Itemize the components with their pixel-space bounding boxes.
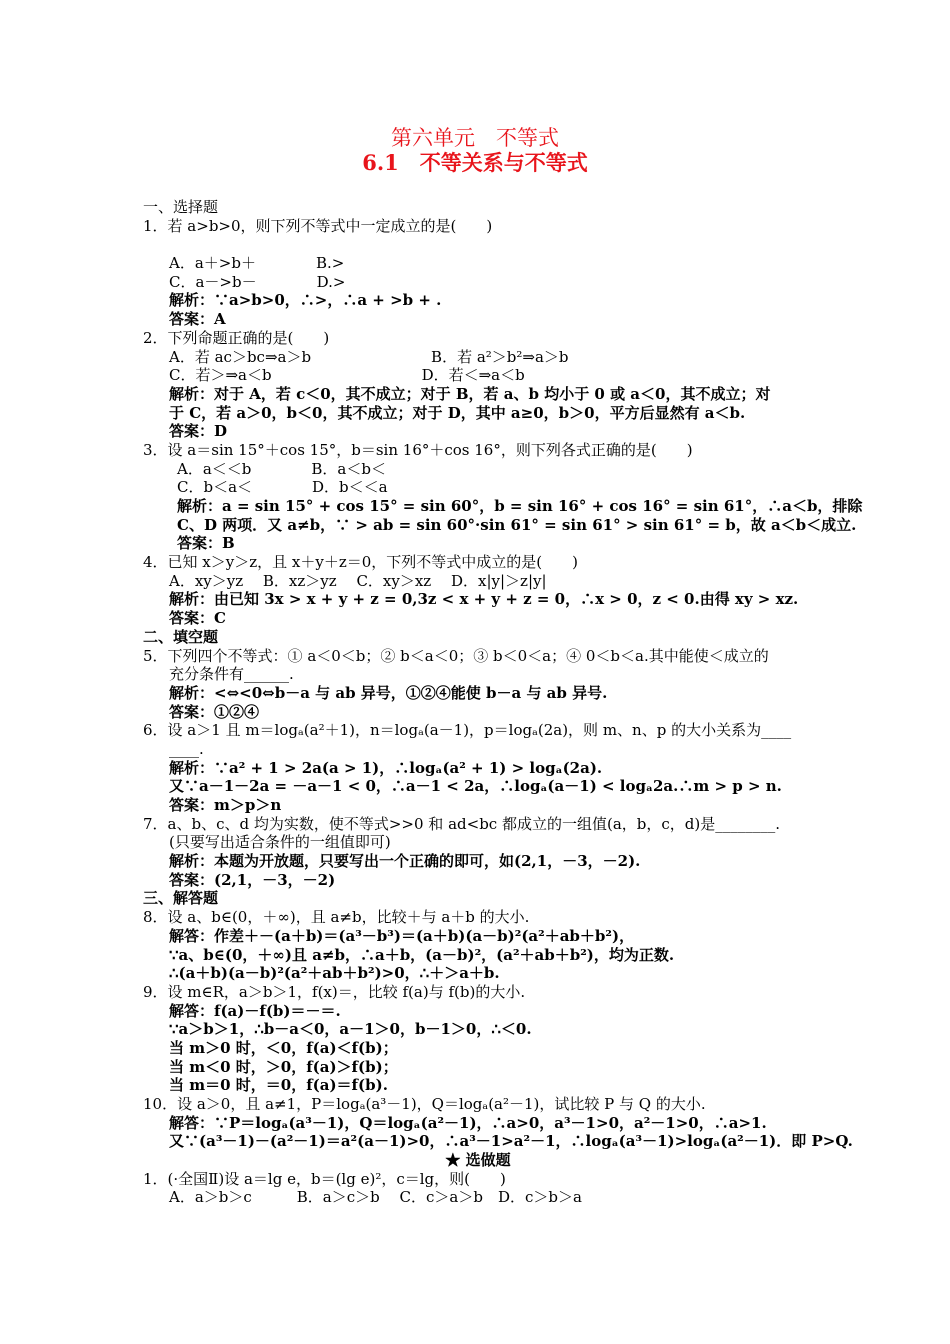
answer-line: 又∵a－1－2a = －a－1 < 0，∴a－1 < 2a，∴logₐ(a－1) < logₐ2a.∴m > p > n. [169, 777, 782, 796]
option-line: A．a＋>b＋ B.> [169, 254, 345, 273]
question-line: 9．设 m∈R，a＞b＞1，f(x)＝，比较 f(a)与 f(b)的大小. [143, 982, 526, 1001]
document-body [143, 198, 863, 1207]
answer-line: 当 m＞0 时，＜0，f(a)＜f(b)； [169, 1038, 398, 1057]
answer-line: 于 C，若 a＞0，b＜0，其不成立；对于 D，其中 a≥0，b＞0，平方后显然有 a＜b. [169, 403, 746, 422]
option-line: A．a＞b＞c B．a＞c＞b C．c＞a＞b D．c＞b＞a [169, 1188, 582, 1207]
answer-line: ∵a、b∈(0，＋∞)且 a≠b，∴a＋b，(a－b)²，(a²＋ab＋b²)，均为正数. [169, 945, 675, 964]
option-line: A．a＜＜b B．a＜b＜ [177, 459, 386, 478]
answer-line: 答案：D [169, 422, 228, 441]
answer-line: 又∵(a³－1)－(a²－1)＝a²(a－1)>0，∴a³－1>a²－1，∴logₐ(a³－1)>logₐ(a²－1)．即 P>Q. [169, 1132, 853, 1151]
question-line: 5．下列四个不等式：① a＜0＜b；② b＜a＜0；③ b＜0＜a；④ 0＜b＜a.其中能使＜成立的 [143, 646, 769, 665]
optional-heading: ★ 选做题 [445, 1151, 511, 1170]
option-line: 充分条件有______. [169, 665, 294, 684]
answer-line: ∵a＞b＞1，∴b－a＜0，a－1＞0，b－1＞0，∴＜0. [169, 1020, 532, 1039]
answer-line: 答案：m＞p＞n [169, 796, 282, 814]
answer-line: C、D 两项．又 a≠b，∵ > ab = sin 60°·sin 61° = sin 61° > sin 61° = b，故 a＜b＜成立. [177, 515, 857, 534]
question-line: 10．设 a＞0，且 a≠1，P＝logₐ(a³－1)，Q＝logₐ(a²－1)，试比较 P 与 Q 的大小. [143, 1095, 706, 1113]
option-line: C．若＞⇒a＜b D．若＜⇒a＜b [169, 366, 525, 385]
question-line: 4．已知 x＞y＞z，且 x＋y＋z＝0，下列不等式中成立的是( ) [143, 553, 579, 572]
answer-line: 解析：<⇔<0⇔b－a 与 ab 异号，①②④能使 b－a 与 ab 异号. [169, 683, 608, 702]
answer-line: 答案：A [169, 310, 226, 329]
question-line: 1．(·全国Ⅱ)设 a＝lg e，b＝(lg e)²，c＝lg，则( ) [143, 1169, 506, 1188]
question-line: 1．若 a>b>0，则下列不等式中一定成立的是( ) [143, 216, 493, 235]
answer-line: 解析：本题为开放题，只要写出一个正确的即可，如(2,1，－3，－2). [169, 852, 641, 871]
blank-line [143, 235, 813, 254]
section-title: 6.1 不等关系与不等式 [362, 150, 588, 175]
section-heading: 二、填空题 [143, 627, 219, 646]
answer-line: 解析：∵a>b>0，∴>，∴a + >b + . [169, 291, 442, 310]
question-line: 6．设 a＞1 且 m＝logₐ(a²＋1)，n＝logₐ(a－1)，p＝logₐ(2a)，则 m、n、p 的大小关系为____ [143, 721, 792, 740]
answer-line: 解析：对于 A，若 c＜0，其不成立；对于 B，若 a、b 均小于 0 或 a＜0，其不成立；对 [169, 384, 771, 403]
answer-line: 解答：作差＋－(a＋b)＝(a³－b³)＝(a＋b)(a－b)²(a²＋ab＋b²)， [169, 926, 635, 945]
answer-line: 答案：(2,1，－3，－2) [169, 870, 336, 889]
answer-line: 答案：B [177, 534, 235, 553]
question-line: 7．a、b、c、d 均为实数，使不等式>>0 和 ad<bc 都成立的一组值(a，b，c，d)是________. [143, 814, 780, 833]
answer-line: 解答：∵P＝logₐ(a³－1)，Q＝logₐ(a²－1)，∴a>0，a³－1>0，a²－1>0，∴a>1. [169, 1113, 767, 1132]
question-line: 8．设 a、b∈(0，＋∞)，且 a≠b，比较＋与 a＋b 的大小. [143, 908, 530, 927]
answer-line: 答案：C [169, 609, 226, 628]
section-heading: 三、解答题 [143, 889, 219, 908]
answer-line: 解析：a = sin 15° + cos 15° = sin 60°，b = sin 16° + cos 16° = sin 61°，∴a＜b，排除 [177, 497, 863, 515]
option-line: ____. [169, 739, 204, 758]
section-heading: 一、选择题 [143, 198, 219, 216]
option-line: A．xy＞yz B．xz＞yz C．xy＞xz D．x|y|＞z|y| [169, 571, 547, 590]
answer-line: 当 m＜0 时，＞0，f(a)＞f(b)； [169, 1057, 398, 1076]
question-line: 3．设 a＝sin 15°＋cos 15°，b＝sin 16°＋cos 16°，则下列各式正确的是( ) [143, 440, 693, 459]
answer-line: 当 m＝0 时，＝0，f(a)＝f(b). [169, 1076, 388, 1095]
answer-line: 解析：由已知 3x > x + y + z = 0,3z < x + y + z = 0，∴x > 0，z < 0.由得 xy > xz. [169, 590, 799, 609]
option-line: (只要写出适合条件的一组值即可) [169, 833, 391, 852]
answer-line: 解析：∵a² + 1 > 2a(a > 1)，∴logₐ(a² + 1) > logₐ(2a). [169, 758, 603, 777]
answer-line: ∴(a＋b)(a－b)²(a²＋ab＋b²)>0，∴＋＞a＋b. [169, 964, 500, 983]
unit-title: 第六单元 不等式 [391, 126, 559, 150]
option-line: C．a－>b－ D.> [169, 272, 346, 291]
answer-line: 解答：f(a)－f(b)＝－＝. [169, 1001, 341, 1020]
option-line: C．b＜a＜ D．b＜＜a [177, 478, 388, 497]
option-line: A．若 ac＞bc⇒a＞b B．若 a²＞b²⇒a＞b [169, 347, 569, 366]
answer-line: 答案：①②④ [169, 702, 260, 721]
question-line: 2．下列命题正确的是( ) [143, 328, 330, 347]
